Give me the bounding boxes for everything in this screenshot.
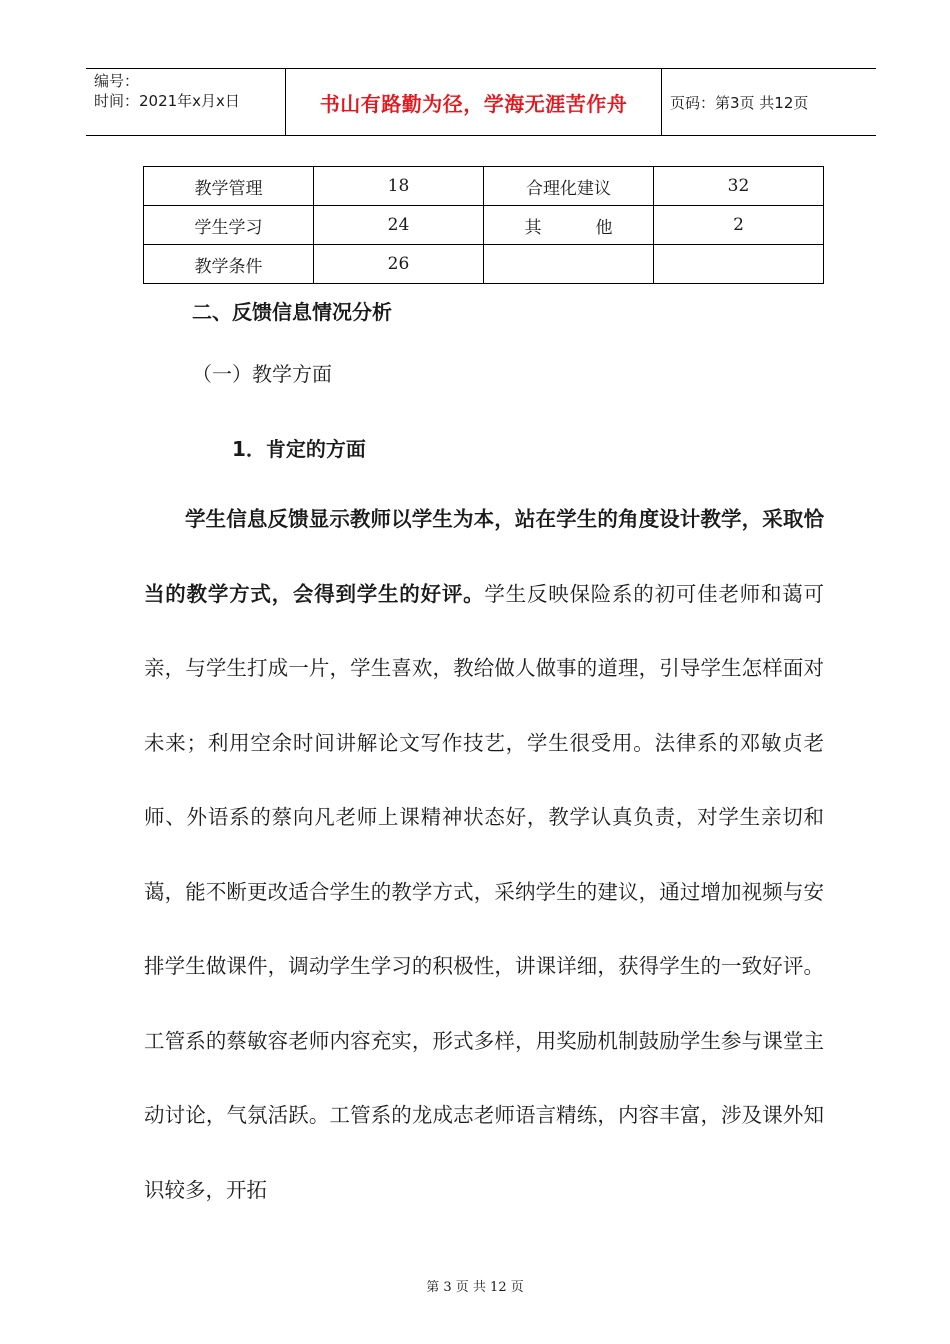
table-cell: 教学管理	[144, 167, 314, 206]
table-cell	[654, 245, 824, 284]
table-row	[144, 245, 824, 284]
table-cell: 18	[314, 167, 484, 206]
table-cell	[484, 245, 654, 284]
subsection-heading: （一）教学方面	[192, 362, 332, 386]
table-cell: 32	[654, 167, 824, 206]
point-heading: 1．肯定的方面	[232, 437, 366, 461]
table-cell: 24	[314, 206, 484, 245]
body-paragraph	[144, 482, 824, 1227]
table-cell: 合理化建议	[484, 167, 654, 206]
page-footer: 第 3 页 共 12 页	[426, 1280, 524, 1295]
table-row	[144, 206, 824, 245]
table-cell: 2	[654, 206, 824, 245]
paragraph-bold-lead: 学生信息反馈显示教师以学生为本，站在学生的角度设计教学，采取恰当的教学方式，会得到学生的好评。	[144, 507, 824, 606]
header-motto: 书山有路勤为径，学海无涯苦作舟	[286, 69, 662, 135]
header-page-label: 页码：第3页 共12页	[670, 93, 809, 112]
section-heading: 二、反馈信息情况分析	[192, 300, 392, 324]
header-meta	[86, 69, 286, 135]
date-label: 时间：2021年x月x日	[94, 92, 240, 110]
table-cell: 学生学习	[144, 206, 314, 245]
code-label: 编号：	[94, 72, 140, 90]
stats-table	[143, 166, 824, 284]
table-cell: 教学条件	[144, 245, 314, 284]
paragraph-text: 学生反映保险系的初可佳老师和蔼可亲，与学生打成一片，学生喜欢，教给做人做事的道理，引导学生怎样面对未来；利用空余时间讲解论文写作技艺，学生很受用。法律系的邓敏贞老师、外语系的蔡向凡老师上课精神状态好，教学认真负责，对学生亲切和蔼，能不断更改适合学生的教学方式，采纳学生的建议，通过增加视频与安排学生做课件，调动学生学习的积极性，讲课详细，获得学生的一致好评。工管系的蔡敏容老师内容充实，形式多样，用奖励机制鼓励学生参与课堂主动讨论，气氛活跃。工管系的龙成志老师语言精练，内容丰富，涉及课外知识较多，开拓	[144, 581, 825, 1202]
table-row	[144, 167, 824, 206]
table-cell: 其 他	[484, 206, 654, 245]
page-header	[86, 68, 876, 136]
table-cell: 26	[314, 245, 484, 284]
